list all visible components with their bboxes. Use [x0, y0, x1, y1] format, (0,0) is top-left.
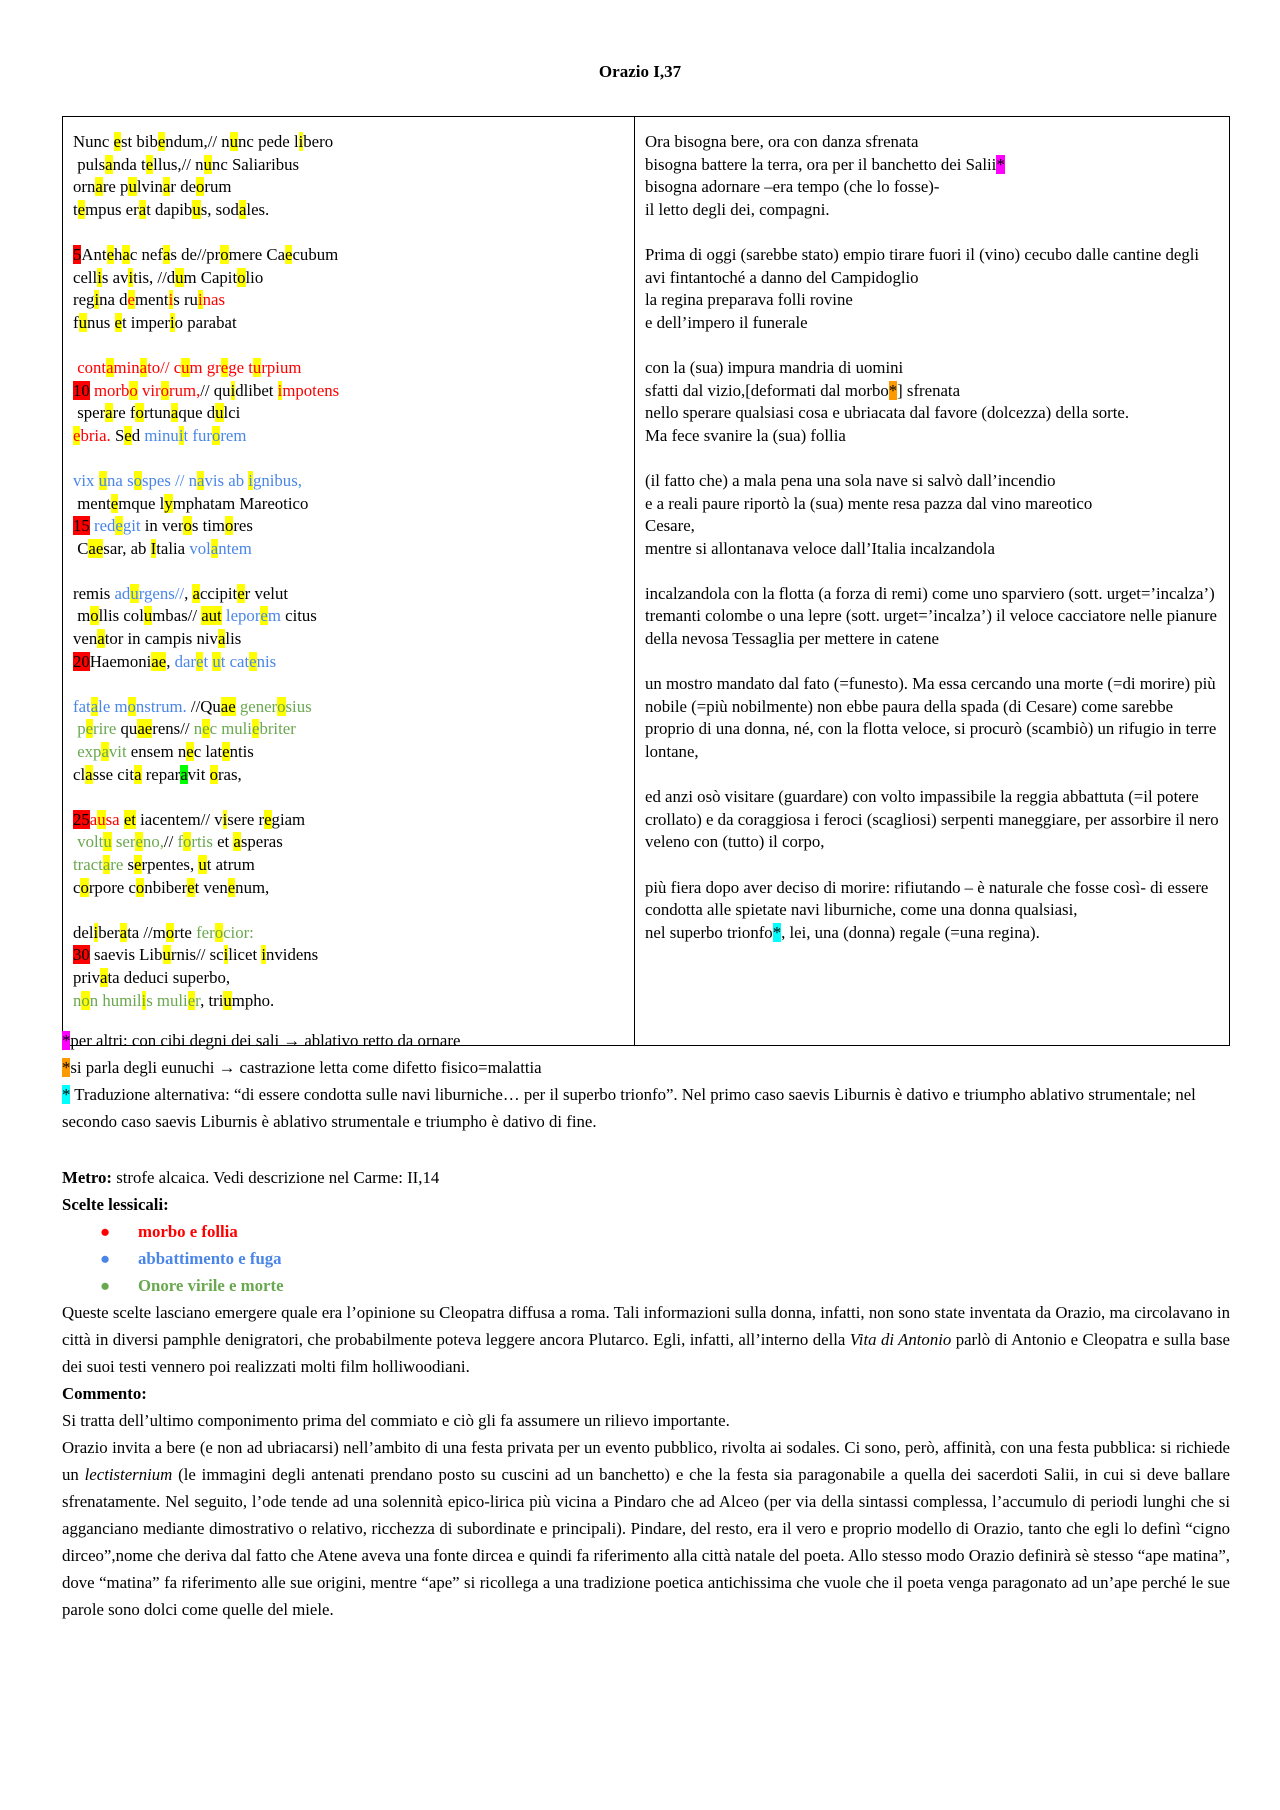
translation-stanza [645, 357, 1219, 447]
page-title: Orazio I,37 [598, 62, 682, 81]
latin-stanza [73, 131, 624, 221]
translation-column [635, 117, 1230, 1046]
footnote-marker: * [62, 1085, 71, 1104]
latin-verse-line: pulsanda tellus,// nunc Saliaribus [73, 154, 300, 174]
translation-line: e dell’impero il funerale [645, 312, 808, 332]
latin-verse-line: corpore conbiberet venenum, [73, 877, 270, 897]
latin-verse-line: perire quaerens// nec muliebriter [73, 719, 296, 739]
translation-line: e a reali paure riportò la (sua) mente resa pazza dal vino mareotico [645, 493, 1093, 513]
translation-line: Cesare, [645, 516, 695, 536]
latin-verse-line: regina dementis ruinas [73, 290, 225, 310]
latin-verse-line: funus et imperio parabat [73, 312, 237, 332]
footnote [62, 1027, 1230, 1054]
translation-line: Ora bisogna bere, ora con danza sfrenata [645, 132, 919, 151]
latin-verse-line: deliberata //morte ferocior: [73, 922, 254, 942]
latin-verse-line: remis adurgens//, accipiter velut [73, 583, 289, 603]
latin-verse-line: 10 morbo virorum,// quidlibet impotens [73, 380, 340, 400]
latin-verse-line: non humilis mulier, triumpho. [73, 990, 275, 1010]
latin-stanza [73, 357, 624, 447]
translation-stanza [645, 786, 1219, 854]
footnote [62, 1054, 1230, 1081]
latin-verse-line: cellis avitis, //dum Capitolio [73, 267, 264, 287]
lexical-choice-item [100, 1218, 1230, 1245]
latin-verse-line: mentemque lymphatam Mareotico [73, 493, 309, 513]
latin-verse-line: fatale monstrum. //Quae generosius [73, 696, 312, 716]
latin-verse-line: ornare pulvinar deorum [73, 177, 232, 197]
latin-stanza [73, 244, 624, 334]
lexical-choice-label: Onore virile e morte [138, 1276, 284, 1295]
latin-verse-line: sperare fortunaque dulci [73, 403, 241, 423]
translation-line: con la (sua) impura mandria di uomini [645, 357, 904, 377]
translation-line: più fiera dopo aver deciso di morire: rifiutando – è naturale che fosse così- di essere condotta alle spietate navi liburniche, come una donna qualsiasi, [645, 877, 1209, 920]
latin-verse-line: 20Haemoniae, daret ut catenis [73, 651, 277, 671]
latin-stanza [73, 922, 624, 1012]
latin-verse-line: voltu sereno,// fortis et asperas [73, 832, 283, 852]
latin-verse-line: Caesar, ab Italia volantem [73, 538, 252, 558]
footnote-text: si parla degli eunuchi → castrazione letta come difetto fisico=malattia [70, 1058, 542, 1077]
metro-line [62, 1164, 1230, 1191]
lexical-choice-label: morbo e follia [138, 1222, 238, 1241]
commento-paragraph-2 [62, 1434, 1230, 1623]
latin-stanza [73, 470, 624, 560]
commento-text-b: (le immagini degli antenati prendano posto su cuscini ad un banchetto) e che la festa sia paragonabile a quella dei sacerdoti Salii, in cui si deve ballare sfrenatamente. Nel seguito, l’ode tende ad una solennità epico-lirica più vicina a Pindaro che ad Alceo (per via della sintassi complessa, l’accumulo di periodi lunghi che si agganciano mediante dimostrativo o relativo, ricchezza di subordinate e principali). Pindare, del resto, era il vero e proprio modello di Orazio, tanto che egli lo definì “cigno dirceo”,nome che deriva dal fatto che Atene aveva una fonte dircea e quindi fa riferimento alla città natale del poeta. Allo stesso modo Orazio definirà sè stesso “ape matina”, dove “matina” fa riferimento alle sue origini, mentre “ape” si ricollega a una tradizione poetica antichissima che vuole che il poeta venga paragonato ad un’ape perché le sue parole sono dolci come quelle del miele. [62, 1465, 1230, 1619]
bullet-icon: ● [100, 1222, 111, 1241]
translation-stanza [645, 583, 1219, 651]
latin-verse-line: Nunc est bibendum,// nunc pede libero [73, 132, 334, 151]
latin-stanza [73, 809, 624, 899]
commento-text-a: Orazio invita a bere (e non ad ubriacarsi) nell’ambito di una festa privata per un evento pubblico, rivolta ai sodales. Ci sono, però, affinità, con una festa pubblica: si richiede un [62, 1438, 1230, 1484]
lexical-choices-list [62, 1218, 1230, 1299]
latin-verse-line: privata deduci superbo, [73, 967, 231, 987]
translation-line: nel superbo trionfo*, lei, una (donna) regale (=una regina). [645, 922, 1040, 942]
lectisternium-term: lectisternium [84, 1465, 173, 1484]
footnote [62, 1081, 1230, 1135]
translation-line: incalzandola con la flotta (a forza di remi) come uno sparviero (sott. urget=’incalza’) tremanti colombe o una lepre (sott. urget=’incalza’) il veloce cacciatore nelle pianure della nevosa Tessaglia per mettere in catene [645, 583, 1217, 649]
translation-line: il letto degli dei, compagni. [645, 199, 830, 219]
translation-stanza [645, 673, 1219, 763]
footnote-marker: * [62, 1058, 71, 1077]
translation-line: (il fatto che) a mala pena una sola nave si salvò dall’incendio [645, 470, 1056, 490]
footnote-marker: * [62, 1031, 71, 1050]
commento-paragraph-1: Si tratta dell’ultimo componimento prima del commiato e ciò gli fa assumere un rilievo importante. [62, 1411, 730, 1430]
latin-verse-line: vix una sospes // navis ab ignibus, [73, 470, 302, 490]
latin-stanza [73, 696, 624, 786]
translation-stanza [645, 131, 1219, 221]
metro-label: Metro: [62, 1168, 112, 1187]
translation-line: la regina preparava folli rovine [645, 290, 853, 310]
latin-verse-line: 15 redegit in veros timores [73, 516, 253, 536]
poem-table [62, 116, 1230, 1046]
translation-stanza [645, 470, 1219, 560]
latin-verse-line: expavit ensem nec latentis [73, 742, 254, 762]
scelte-text-1: Queste scelte lasciano emergere quale era l’opinione su Cleopatra diffusa a roma. Tali informazioni sulla donna, infatti, non sono state inventata da Orazio, ma circolavano in città in diversi pamphle denigratori, che probabilmente poteva leggere ancora Plutarco. Egli, infatti, all’interno della [62, 1303, 1230, 1349]
vita-di-antonio-title: Vita di Antonio [849, 1330, 952, 1349]
latin-verse-line: contaminato// cum grege turpium [73, 357, 302, 377]
translation-line: sfatti dal vizio,[deformati dal morbo*] sfrenata [645, 380, 961, 400]
footnote-text: per altri: con cibi degni dei sali → ablativo retto da ornare [70, 1031, 461, 1050]
translation-stanza [645, 877, 1219, 945]
latin-verse-line: ebria. Sed minuit furorem [73, 425, 247, 445]
scelte-heading: Scelte lessicali: [62, 1195, 169, 1214]
translation-line: Prima di oggi (sarebbe stato) empio tirare fuori il (vino) cecubo dalle cantine degli avi fintantoché a danno del Campidoglio [645, 244, 1200, 287]
lexical-choice-item [100, 1272, 1230, 1299]
latin-verse-line: tractare serpentes, ut atrum [73, 855, 255, 874]
translation-line: Ma fece svanire la (sua) follia [645, 425, 846, 445]
lexical-choice-item [100, 1245, 1230, 1272]
latin-verse-line: venator in campis nivalis [73, 629, 242, 649]
latin-stanza [73, 583, 624, 673]
translation-line: nello sperare qualsiasi cosa e ubriacata dal favore (dolcezza) della sorte. [645, 403, 1130, 423]
bullet-icon: ● [100, 1276, 111, 1295]
translation-line: un mostro mandato dal fato (=funesto). Ma essa cercando una morte (=di morire) più nobile (=più nobilmente) non ebbe paura della spada (di Cesare) come sarebbe proprio di una donna, né, con la flotta veloce, si procurò (scambiò) un rifugio in terre lontane, [645, 674, 1217, 762]
translation-line: bisogna adornare –era tempo (che lo fosse)- [645, 177, 940, 197]
translation-line: mentre si allontanava veloce dall’Italia incalzandola [645, 538, 995, 558]
footnote-text: Traduzione alternativa: “di essere condotta sulle navi liburniche… per il superbo trionfo”. Nel primo caso saevis Liburnis è dativo e triumpho ablativo strumentale; nel secondo caso saevis Liburnis è ablativo strumentale e triumpho è dativo di fine. [62, 1085, 1196, 1131]
footnotes [62, 1027, 1230, 1135]
latin-verse-line: tempus erat dapibus, sodales. [73, 199, 270, 219]
latin-verse-line: 25ausa et iacentem// visere regiam [73, 809, 306, 829]
translation-line: ed anzi osò visitare (guardare) con volto impassibile la reggia abbattuta (=il potere crollato) e da coraggiosa i feroci (scagliosi) serpenti maneggiare, per assorbire il nero veleno con (tutto) il corpo, [645, 787, 1219, 852]
scelte-paragraph [62, 1299, 1230, 1380]
metro-text: strofe alcaica. Vedi descrizione nel Carme: II,14 [112, 1168, 440, 1187]
bullet-icon: ● [100, 1249, 111, 1268]
latin-verse-line: 30 saevis Liburnis// scilicet invidens [73, 945, 319, 965]
translation-stanza [645, 244, 1219, 334]
translation-line: bisogna battere la terra, ora per il banchetto dei Salii* [645, 154, 1005, 174]
commento-heading: Commento: [62, 1384, 147, 1403]
latin-column [63, 117, 635, 1046]
lexical-choice-label: abbattimento e fuga [138, 1249, 282, 1268]
latin-verse-line: mollis columbas// aut leporem citus [73, 606, 317, 626]
latin-verse-line: classe cita reparavit oras, [73, 764, 242, 784]
scelte-text-2: parlò di Antonio e Cleopatra e sulla base dei suoi testi vennero poi realizzati molti film holliwoodiani. [62, 1330, 1230, 1376]
latin-verse-line: 5Antehac nefas de//promere Caecubum [73, 244, 339, 264]
commentary-section [62, 1164, 1230, 1623]
